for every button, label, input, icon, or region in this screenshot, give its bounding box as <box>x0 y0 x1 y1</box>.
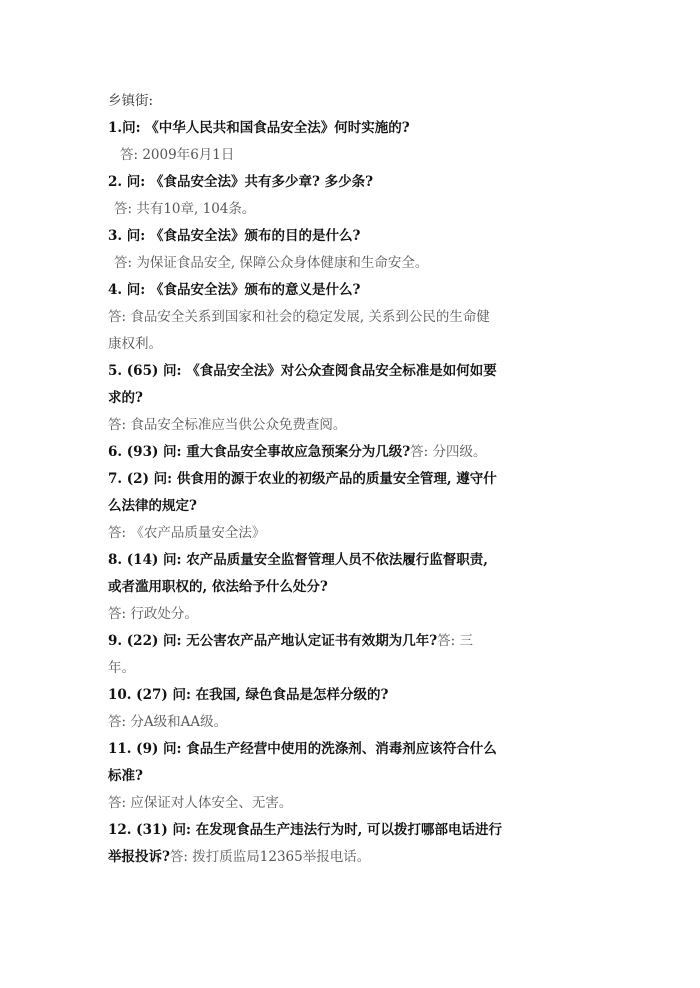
question-text: 举报投诉? <box>108 849 170 865</box>
answer-line: 答: 食品安全标准应当供公众免费查阅。 <box>108 417 347 433</box>
qa-line <box>108 628 588 655</box>
question-text: 9. (22) 问: 无公害农产品产地认定证书有效期为几年? <box>108 633 438 649</box>
question-line: 12. (31) 问: 在发现食品生产违法行为时, 可以拨打哪部电话进行 <box>108 822 503 838</box>
question-line: 标准? <box>108 768 143 784</box>
answer-line: 答: 共有10章, 104条。 <box>114 201 256 217</box>
answer-text: 答: 拨打质监局12365举报电话。 <box>169 849 371 865</box>
question-line: 1.问: 《中华人民共和国食品安全法》何时实施的? <box>108 120 410 136</box>
question-line: 8. (14) 问: 农产品质量安全监督管理人员不依法履行监督职责, <box>108 552 488 568</box>
answer-line: 答: 2009年6月1日 <box>120 147 235 163</box>
question-line: 10. (27) 问: 在我国, 绿色食品是怎样分级的? <box>108 687 389 703</box>
answer-line: 答: 应保证对人体安全、无害。 <box>108 795 293 811</box>
answer-line: 答: 行政处分。 <box>108 606 198 622</box>
question-line: 或者滥用职权的, 依法给予什么处分? <box>108 579 328 595</box>
question-line: 2. 问: 《食品安全法》共有多少章? 多少条? <box>108 174 373 190</box>
question-line: 11. (9) 问: 食品生产经营中使用的洗涤剂、消毒剂应该符合什么 <box>108 741 497 757</box>
answer-line: 答: 分A级和AA级。 <box>108 714 228 730</box>
question-line: 4. 问: 《食品安全法》颁布的意义是什么? <box>108 282 361 298</box>
question-line: 么法律的规定? <box>108 498 197 514</box>
answer-line: 答: 食品安全关系到国家和社会的稳定发展, 关系到公民的生命健 <box>108 309 490 325</box>
question-line: 求的? <box>108 390 143 406</box>
answer-line: 答: 《农产品质量安全法》 <box>108 525 266 541</box>
answer-line: 康权利。 <box>108 336 162 352</box>
question-line: 7. (2) 问: 供食用的源于农业的初级产品的质量安全管理, 遵守什 <box>108 471 497 487</box>
qa-line <box>108 844 588 871</box>
document-page <box>108 88 588 871</box>
answer-text: 答: 分四级。 <box>410 444 487 460</box>
answer-text: 答: 三 <box>437 633 473 649</box>
qa-list <box>108 115 588 871</box>
question-line: 5. (65) 问: 《食品安全法》对公众查阅食品安全标准是如何如要 <box>108 363 497 379</box>
answer-line: 答: 为保证食品安全, 保障公众身体健康和生命安全。 <box>114 255 429 271</box>
page-heading: 乡镇街: <box>108 93 154 109</box>
qa-line <box>108 439 588 466</box>
question-line: 3. 问: 《食品安全法》颁布的目的是什么? <box>108 228 361 244</box>
question-text: 6. (93) 问: 重大食品安全事故应急预案分为几级? <box>108 444 411 460</box>
answer-line: 年。 <box>108 660 135 676</box>
